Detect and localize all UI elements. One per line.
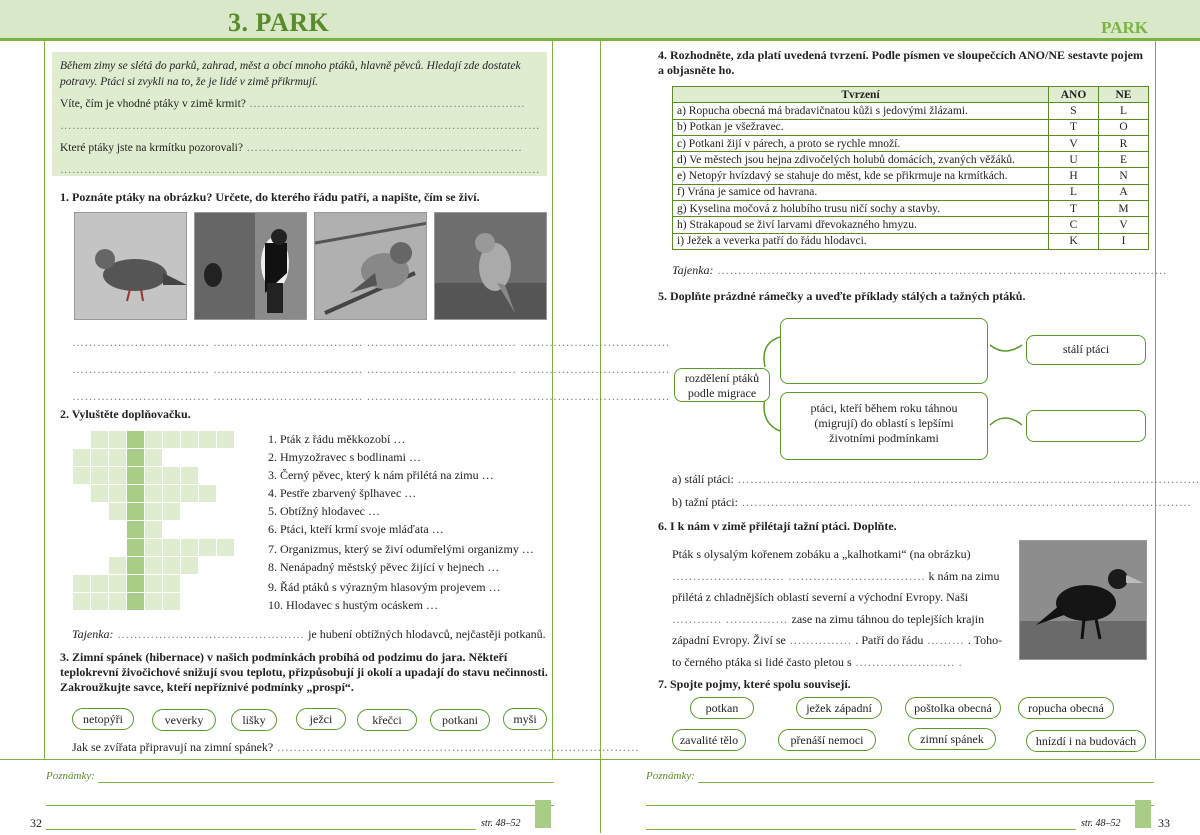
pair-top-potkan[interactable]: potkan	[690, 697, 754, 719]
task-1-heading: 1. Poznáte ptáky na obrázku? Určete, do kterého řádu patří, a napište, čím se živí.	[60, 190, 480, 204]
statements-table	[672, 86, 1149, 250]
crossword-tajenka-suffix: je hubení obtížných hlodavců, nejčastěji potkanů.	[308, 627, 546, 641]
page-range-right: str. 48–52	[1081, 818, 1121, 829]
table-row: g) Kyselina močová z holubího trusu ničí sochy a stavby. T M	[673, 201, 1149, 217]
pair-bottom-zavalite[interactable]: zavalité tělo	[672, 729, 746, 751]
task-4-heading: 4. Rozhodněte, zda platí uvedená tvrzení. Podle písmen ve sloupečcích ANO/NE sestavte pojem a objasněte ho.	[658, 48, 1143, 77]
clue-6: 6. Ptáci, kteří krmí svoje mláďata …	[268, 522, 444, 536]
animal-oval-veverky[interactable]: veverky	[152, 709, 216, 731]
table-header-statement: Tvrzení	[673, 87, 1049, 103]
rook-photo	[1019, 540, 1147, 660]
table-row: a) Ropucha obecná má bradavičnatou kůži s jedovými žlázami. S L	[673, 103, 1149, 119]
publisher-logo-right	[1135, 800, 1151, 828]
notes-label-right: Poznámky:	[646, 770, 695, 782]
task-2-heading: 2. Vyluštěte doplňovačku.	[60, 407, 191, 421]
clue-5: 5. Obtížný hlodavec …	[268, 504, 380, 518]
intro-question-2: Které ptáky jste na krmítku pozorovali?	[60, 142, 243, 154]
clue-9: 9. Řád ptáků s výrazným hlasovým projevem …	[268, 580, 501, 594]
intro-text: Během zimy se slétá do parků, zahrad, měst a obcí mnoho ptáků, hlavně pěvců. Hledají zde dostatek potravy. Ptáci si zvykli na to, že je lidé v zimě přikrmují.	[60, 60, 521, 88]
clue-7: 7. Organizmus, který se živí odumřelými organizmy …	[268, 542, 534, 556]
pair-bottom-hnizdi[interactable]: hnízdí i na budovách	[1026, 730, 1146, 752]
task-5-heading: 5. Doplňte prázdné rámečky a uveďte příklady stálých a tažných ptáků.	[658, 289, 1026, 303]
page-number-right: 33	[1158, 816, 1170, 830]
page-number-left: 32	[30, 816, 42, 830]
table-row: d) Ve městech jsou hejna zdivočelých holubů domácích, zvaných věžáků. U E	[673, 152, 1149, 168]
publisher-logo-left	[535, 800, 551, 828]
pair-top-postolka[interactable]: poštolka obecná	[905, 697, 1001, 719]
table-header-yes: ANO	[1049, 87, 1099, 103]
crossword-tajenka-label: Tajenka:	[72, 627, 114, 641]
table-tajenka-label: Tajenka:	[672, 263, 714, 277]
kestrel-photo	[434, 212, 547, 320]
migratory-description-box: ptáci, kteří během roku táhnou (migrují) do oblastí s lepšími životními podmínkami	[780, 392, 988, 460]
table-row: b) Potkan je všežravec. T O	[673, 119, 1149, 135]
table-row: c) Potkani žijí v párech, a proto se rychle množí. V R	[673, 135, 1149, 151]
table-row: h) Strakapoud se živí larvami dřevokazného hmyzu. C V	[673, 217, 1149, 233]
animal-oval-mysi[interactable]: myši	[503, 708, 547, 730]
task-6-heading: 6. I k nám v zimě přilétají tažní ptáci. Doplňte.	[658, 519, 897, 533]
animal-oval-lisky[interactable]: lišky	[231, 709, 277, 731]
animal-oval-potkani[interactable]: potkani	[430, 709, 490, 731]
intro-box: Během zimy se slétá do parků, zahrad, měst a obcí mnoho ptáků, hlavně pěvců. Hledají zde dostatek potravy. Ptáci si zvykli na to, že je lidé v zimě přikrmují. Víte, čím je vhodné ptáky v zimě krmit? …………………………………………………………… ………………………………………………………………………………………………………… Které ptáky jste na krmítku pozorovali? …………………………………………………………… …………………………………………………………………………………………………………	[52, 52, 547, 176]
migratory-birds-label: b) tažní ptáci:	[672, 495, 738, 509]
notes-label-left: Poznámky:	[46, 770, 95, 782]
clue-3: 3. Černý pěvec, který k nám přilétá na zimu …	[268, 468, 494, 482]
woodpecker-photo	[194, 212, 307, 320]
animal-oval-krecci[interactable]: křečci	[357, 709, 417, 731]
page-range-left: str. 48–52	[481, 818, 521, 829]
task-3-heading: 3. Zimní spánek (hibernace) v našich podmínkách probíhá od podzimu do jara. Někteří teplokrevní živočichové snižují svou teplotu, přizpůsobují ji okolí a upadají do stavu nečinnosti. Zakroužkujte savce, kteří nepříznivé podmínky „prospí“.	[60, 650, 548, 694]
resident-birds-box: stálí ptáci	[1026, 335, 1146, 365]
resident-birds-label: a) stálí ptáci:	[672, 472, 734, 486]
animal-oval-jezci[interactable]: ježci	[296, 708, 346, 730]
table-row: f) Vrána je samice od havrana. L A	[673, 184, 1149, 200]
pair-bottom-prenasi[interactable]: přenáší nemoci	[778, 729, 876, 751]
clue-4: 4. Pestře zbarvený šplhavec …	[268, 486, 417, 500]
empty-box-top[interactable]	[780, 318, 988, 384]
intro-question-1: Víte, čím je vhodné ptáky v zimě krmit?	[60, 98, 246, 110]
pair-top-jezek[interactable]: ježek západní	[796, 697, 882, 719]
clue-1: 1. Pták z řádu měkkozobí …	[268, 432, 406, 446]
empty-box-bottom[interactable]	[1026, 410, 1146, 442]
table-row: i) Ježek a veverka patří do řádu hlodavci. K I	[673, 233, 1149, 249]
task-6-paragraph: Pták s olysalým kořenem zobáku a „kalhotkami“ (na obrázku) ……………………… …………………………… k nám na zimu přilétá z chladnějších oblastí severní a východní Evropy. Naši ………… …………… zase na zimu táhnou do teplejších krajin západní Evropy. Živí se …………… . Patří do řádu ……… . Toho- to černého ptáka si lidé často pletou s …………………… .	[672, 547, 1003, 669]
animal-oval-netopyri[interactable]: netopýři	[72, 708, 134, 730]
crossword-grid[interactable]	[72, 430, 235, 611]
page-title: 3. PARK	[228, 8, 330, 37]
task-7-heading: 7. Spojte pojmy, které spolu souvisejí.	[658, 677, 851, 691]
migration-center-box: rozdělení ptáků podle migrace	[674, 368, 770, 402]
pigeon-photo	[74, 212, 187, 320]
pair-bottom-zimni[interactable]: zimní spánek	[908, 728, 996, 750]
section-title: PARK	[1101, 18, 1148, 37]
table-header-no: NE	[1099, 87, 1149, 103]
clue-2: 2. Hmyzožravec s bodlinami …	[268, 450, 421, 464]
pair-top-ropucha[interactable]: ropucha obecná	[1018, 697, 1114, 719]
clue-8: 8. Nenápadný městský pěvec žijící v hejnech …	[268, 560, 500, 574]
clue-10: 10. Hlodavec s hustým ocáskem …	[268, 598, 438, 612]
hibernation-question: Jak se zvířata připravují na zimní spánek?	[72, 740, 274, 754]
table-row: e) Netopýr hvízdavý se stahuje do měst, kde se přikrmuje na krmítkách. H N	[673, 168, 1149, 184]
sparrow-photo	[314, 212, 427, 320]
